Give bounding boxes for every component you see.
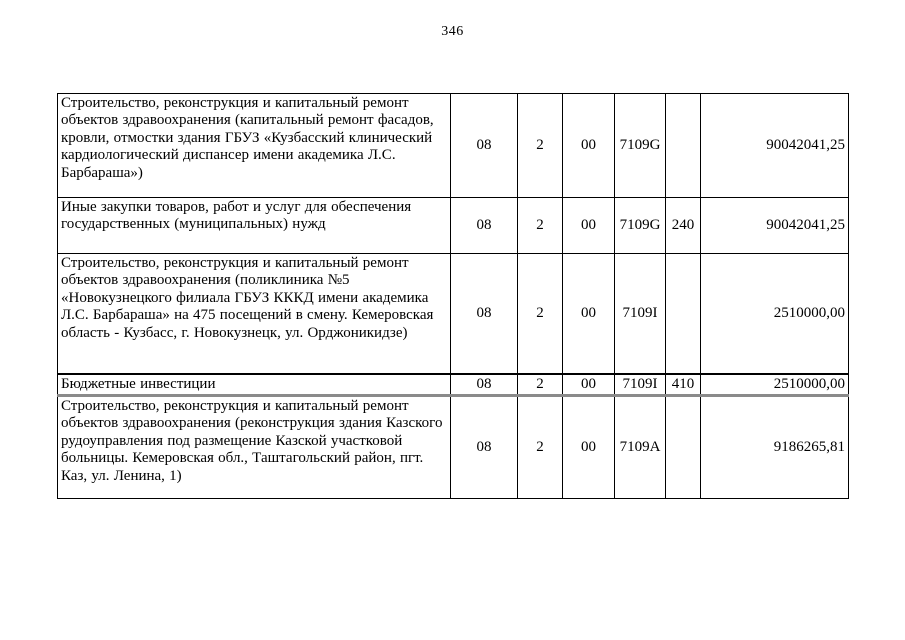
section-code-cell: 08 [451, 94, 518, 198]
subsection-code-cell: 2 [518, 254, 563, 374]
amount-cell: 90042041,25 [701, 94, 849, 198]
section-code-cell: 08 [451, 198, 518, 254]
expense-type-cell: 240 [666, 198, 701, 254]
section-code-cell: 08 [451, 395, 518, 498]
section-code-cell: 08 [451, 374, 518, 396]
amount-cell: 2510000,00 [701, 254, 849, 374]
expense-name-cell: Строительство, реконструкция и капитальный ремонт объектов здравоохранения (капитальный ремонт фасадов, кровли, отмостки здания ГБУЗ «Кузбасский клинический кардиологический диспансер имени академика Л.С. Барбараша») [58, 94, 451, 198]
expense-type-cell: 410 [666, 374, 701, 396]
table-row [58, 395, 849, 498]
table-row [58, 254, 849, 374]
program-code-cell: 7109I [615, 254, 666, 374]
target-code-cell: 00 [563, 374, 615, 396]
amount-cell: 9186265,81 [701, 395, 849, 498]
expense-type-cell [666, 94, 701, 198]
subsection-code-cell: 2 [518, 198, 563, 254]
program-code-cell: 7109A [615, 395, 666, 498]
program-code-cell: 7109G [615, 94, 666, 198]
expense-name-cell: Строительство, реконструкция и капитальный ремонт объектов здравоохранения (реконструкция здания Казского рудоуправления под размещение Казской участковой больницы. Кемеровская обл., Таштагольский район, пгт. Каз, ул. Ленина, 1) [58, 395, 451, 498]
expense-name-cell: Строительство, реконструкция и капитальный ремонт объектов здравоохранения (поликлиника №5 «Новокузнецкого филиала ГБУЗ КККД имени академика Л.С. Барбараша» на 475 посещений в смену. Кемеровская область - Кузбасс, г. Новокузнецк, ул. Орджоникидзе) [58, 254, 451, 374]
amount-cell: 2510000,00 [701, 374, 849, 396]
target-code-cell: 00 [563, 94, 615, 198]
subsection-code-cell: 2 [518, 374, 563, 396]
table-row [58, 94, 849, 198]
table-row [58, 198, 849, 254]
expense-name-cell: Бюджетные инвестиции [58, 374, 451, 396]
target-code-cell: 00 [563, 254, 615, 374]
target-code-cell: 00 [563, 198, 615, 254]
page-number: 346 [441, 24, 464, 39]
budget-allocations-table [57, 93, 849, 499]
expense-name-cell: Иные закупки товаров, работ и услуг для обеспечения государственных (муниципальных) нужд [58, 198, 451, 254]
program-code-cell: 7109I [615, 374, 666, 396]
amount-cell: 90042041,25 [701, 198, 849, 254]
expense-type-cell [666, 395, 701, 498]
table-row [58, 374, 849, 396]
expense-type-cell [666, 254, 701, 374]
section-code-cell: 08 [451, 254, 518, 374]
subsection-code-cell: 2 [518, 94, 563, 198]
target-code-cell: 00 [563, 395, 615, 498]
program-code-cell: 7109G [615, 198, 666, 254]
subsection-code-cell: 2 [518, 395, 563, 498]
